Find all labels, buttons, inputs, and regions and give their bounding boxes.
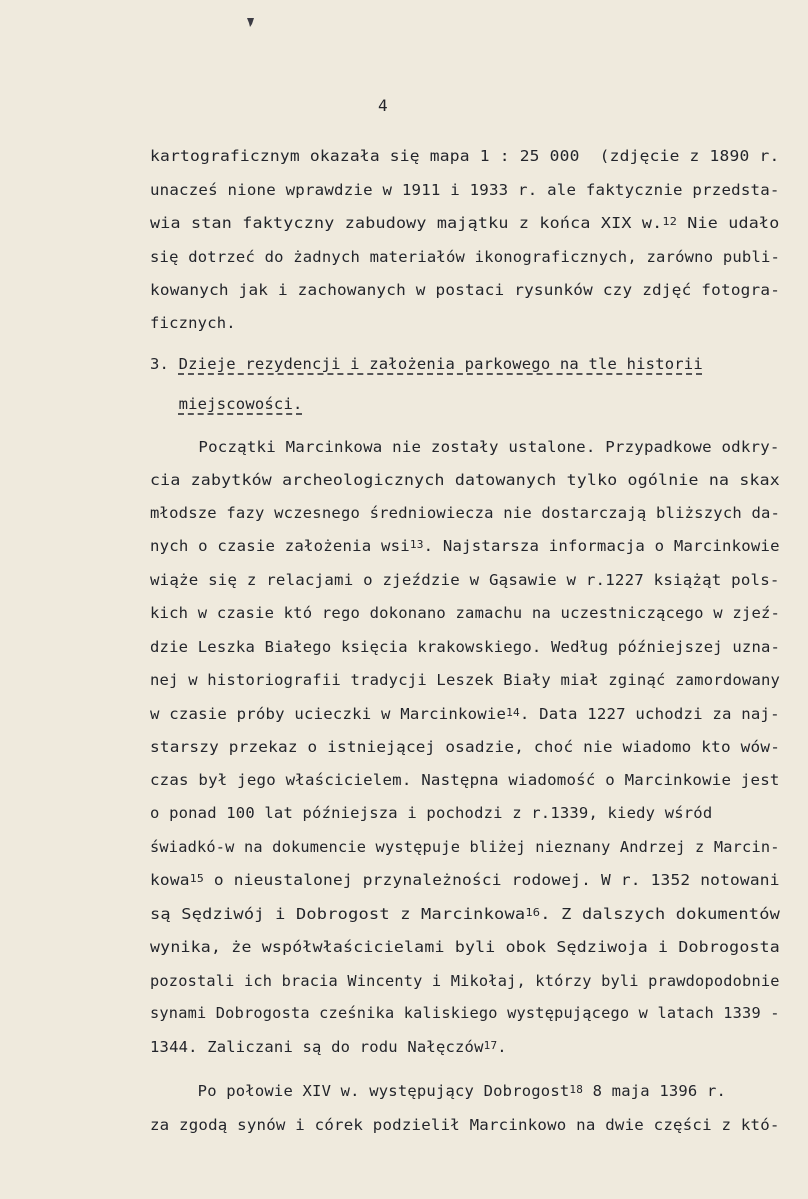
- text-line: [150, 571, 780, 589]
- text-line: [150, 738, 780, 756]
- section-heading-text: miejscowości.: [178, 395, 303, 413]
- text-line: [150, 671, 780, 689]
- footnote-marker: 14: [506, 706, 520, 719]
- line-text: kowanych jak i zachowanych w postaci rysunków czy zdjęć fotogra-: [150, 281, 781, 299]
- line-text: cia zabytków archeologicznych datowanych tylko ogólnie na skax: [150, 471, 780, 489]
- text-line: [150, 705, 780, 723]
- line-text: pozostali ich bracia Wincenty i Mikołaj, którzy byli prawdopodobnie: [150, 972, 780, 990]
- text-line: [150, 1082, 726, 1100]
- line-text: synami Dobrogosta cześnika kaliskiego występującego w latach 1339 -: [150, 1004, 780, 1022]
- line-text-continued: . Z dalszych dokumentów: [540, 905, 781, 923]
- line-text: nej w historiografii tradycji Leszek Biały miał zginąć zamordowany: [150, 671, 781, 689]
- line-text: kich w czasie któ rego dokonano zamachu na uczestniczącego w zjeź-: [150, 604, 781, 622]
- line-text: nych o czasie założenia wsi: [150, 537, 410, 555]
- line-text: o ponad 100 lat późniejsza i pochodzi z r.1339, kiedy wśród: [150, 804, 713, 822]
- text-line: [150, 537, 780, 555]
- line-text: są Sędziwój i Dobrogost z Marcinkowa: [150, 905, 526, 923]
- page-number: 4: [378, 96, 388, 115]
- line-text: Po połowie XIV w. występujący Dobrogost: [150, 1082, 570, 1100]
- text-line: [150, 504, 780, 522]
- line-text: wia stan faktyczny zabudowy majątku z końca XIX w.: [150, 214, 663, 232]
- line-text: młodsze fazy wczesnego średniowiecza nie dostarczają bliższych da-: [150, 504, 781, 522]
- line-text: wiąże się z relacjami o zjeździe w Gąsawie w r.1227 książąt pols-: [150, 571, 780, 589]
- line-text-continued: o nieustalonej przynależności rodowej. W r. 1352 notowani: [203, 871, 780, 889]
- line-text: dzie Leszka Białego księcia krakowskiego. Według późniejszej uzna-: [150, 638, 781, 656]
- line-text: unacześ nione wprawdzie w 1911 i 1933 r. ale faktycznie przedsta-: [150, 181, 780, 199]
- footnote-marker: 12: [662, 215, 678, 228]
- text-line: [150, 905, 780, 923]
- footnote-marker: 16: [525, 906, 541, 919]
- line-text: kowa: [150, 871, 190, 889]
- line-text-continued: .: [497, 1038, 507, 1056]
- footnote-marker: 17: [483, 1039, 498, 1052]
- text-line: [150, 638, 780, 656]
- text-line: [150, 1116, 780, 1134]
- text-line: [150, 147, 779, 165]
- text-line: [150, 281, 780, 299]
- line-text: w czasie próby ucieczki w Marcinkowie: [150, 705, 507, 723]
- line-text: się dotrzeć do żadnych materiałów ikonograficznych, zarówno publi-: [150, 248, 781, 266]
- text-line: [150, 248, 780, 266]
- footnote-marker: 13: [409, 538, 424, 551]
- line-text: [150, 395, 179, 413]
- text-line: [150, 771, 780, 789]
- text-line: [150, 471, 780, 489]
- line-text: 3.: [150, 355, 179, 373]
- section-heading-text: Dzieje rezydencji i założenia parkowego na tle historii: [178, 355, 703, 373]
- text-line: [150, 438, 780, 456]
- line-text-continued: . Data 1227 uchodzi za naj-: [519, 705, 780, 723]
- text-line: [150, 181, 780, 199]
- line-text: świadkó-w na dokumencie występuje bliżej nieznany Andrzej z Marcin-: [150, 838, 780, 856]
- text-line: [150, 804, 712, 822]
- text-line: [150, 214, 780, 232]
- text-line: [150, 1038, 507, 1056]
- line-text: 1344. Zaliczani są do rodu Nałęczów: [150, 1038, 484, 1056]
- text-line: [150, 604, 780, 622]
- line-text: Początki Marcinkowa nie zostały ustalone. Przypadkowe odkry-: [150, 438, 780, 456]
- text-line: [150, 972, 780, 990]
- line-text: ficznych.: [150, 314, 236, 332]
- text-line: [150, 395, 303, 413]
- text-line: [150, 355, 703, 373]
- ink-mark: [247, 12, 254, 21]
- text-line: [150, 938, 780, 956]
- text-line: [150, 871, 780, 889]
- line-text-continued: . Najstarsza informacja o Marcinkowie: [423, 537, 780, 555]
- footnote-marker: 18: [569, 1083, 584, 1096]
- text-line: [150, 314, 236, 332]
- footnote-marker: 15: [189, 872, 204, 885]
- line-text-continued: 8 maja 1396 r.: [583, 1082, 727, 1100]
- line-text: kartograficznym okazała się mapa 1 : 25 000 (zdjęcie z 1890 r.: [150, 147, 780, 165]
- line-text-continued: Nie udało: [677, 214, 780, 232]
- line-text: wynika, że współwłaścicielami byli obok Sędziwoja i Dobrogosta: [150, 938, 780, 956]
- text-line: [150, 838, 780, 856]
- line-text: starszy przekaz o istniejącej osadzie, choć nie wiadomo kto wów-: [150, 738, 781, 756]
- text-line: [150, 1004, 780, 1022]
- line-text: czas był jego właścicielem. Następna wiadomość o Marcinkowie jest: [150, 771, 780, 789]
- line-text: za zgodą synów i córek podzielił Marcinkowo na dwie części z któ-: [150, 1116, 780, 1134]
